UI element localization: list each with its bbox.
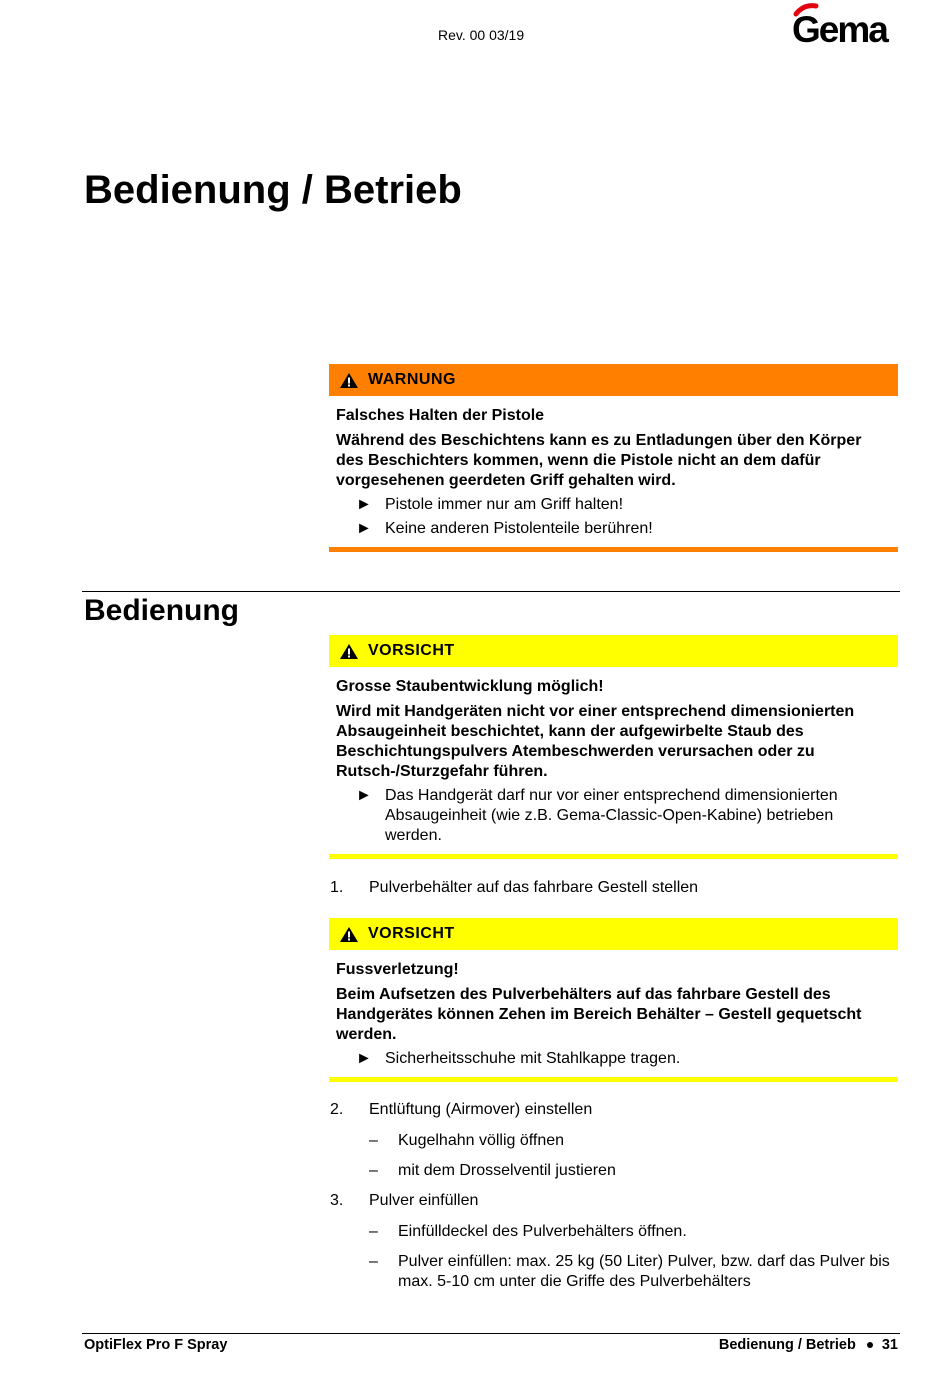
footer-product: OptiFlex Pro F Spray [84, 1337, 228, 1353]
warning-text: Während des Beschichtens kann es zu Entladungen über den Körper des Beschichters kommen, wenn die Pistole nicht an dem dafür vorgesehenen geerdeten Griff gehalten wird. [336, 432, 862, 489]
gema-logo [790, 2, 902, 48]
warning-heading: Falsches Halten der Pistole [336, 407, 545, 424]
warning-box [329, 364, 898, 552]
step-3: 3. Pulver einfüllen [330, 1192, 479, 1209]
caution-header [329, 635, 898, 667]
step-2-sub: – Kugelhahn völlig öffnen [369, 1132, 565, 1149]
footer-section [719, 1337, 898, 1353]
svg-text:Gema: Gema [792, 9, 887, 48]
caution-text: Beim Aufsetzen des Pulverbehälters auf das fahrbare Gestell des Handgerätes können Zehen im Bereich Behälter – Gestell gequetscht werden. [336, 986, 862, 1043]
footer-section-title: Bedienung / Betrieb [718, 1337, 856, 1353]
caution-bottom-bar [329, 854, 898, 859]
section-title: Bedienung [84, 594, 239, 627]
warning-triangle-icon [339, 372, 359, 389]
caution-heading: Fussverletzung! [336, 961, 459, 978]
warning-bottom-bar [329, 547, 898, 552]
footer-divider [82, 1333, 900, 1334]
caution-box-dust [329, 635, 898, 859]
caution-bullet: ► Das Handgerät darf nur vor einer entsprechend dimensionierten Absaugeinheit (wie z.B. Gema-Classic-Open-Kabine) betrieben werden. [356, 787, 838, 844]
caution-text: Wird mit Handgeräten nicht vor einer entsprechend dimensionierten Absaugeinheit beschichtet, kann der aufgewirbelte Staub des Beschichtungspulvers Atembeschwerden verursachen oder zu Rutsch-/Sturzgefahr führen. [336, 703, 855, 780]
step-2-sub: – mit dem Drosselventil justieren [369, 1162, 616, 1179]
warning-bullet: ► Pistole immer nur am Griff halten! [356, 496, 624, 513]
revision-label: Rev. 00 03/19 [438, 27, 525, 43]
caution-label: VORSICHT [368, 642, 455, 659]
step-2: 2. Entlüftung (Airmover) einstellen [330, 1101, 593, 1118]
warning-bullet: ► Keine anderen Pistolenteile berühren! [356, 520, 653, 537]
step-3-sub: – Pulver einfüllen: max. 25 kg (50 Liter) Pulver, bzw. darf das Pulver bis max. 5-10 cm unter die Griffe des Pulverbehälters [369, 1253, 890, 1290]
caution-bullet: ► Sicherheitsschuhe mit Stahlkappe tragen. [356, 1050, 681, 1067]
caution-header [329, 918, 898, 950]
page-title: Bedienung / Betrieb [84, 168, 462, 212]
caution-bottom-bar [329, 1077, 898, 1082]
warning-triangle-icon [339, 926, 359, 943]
warning-label: WARNUNG [368, 371, 456, 388]
caution-heading: Grosse Staubentwicklung möglich! [336, 678, 604, 695]
footer-dot-icon [867, 1342, 873, 1348]
caution-label: VORSICHT [368, 925, 455, 942]
step-3-sub: – Einfülldeckel des Pulverbehälters öffnen. [369, 1223, 687, 1240]
step-1: 1. Pulverbehälter auf das fahrbare Gestell stellen [330, 879, 699, 896]
caution-box-foot [329, 918, 898, 1082]
page-number: 31 [881, 1337, 898, 1353]
section-divider [82, 591, 900, 592]
warning-triangle-icon [339, 643, 359, 660]
warning-header [329, 364, 898, 396]
